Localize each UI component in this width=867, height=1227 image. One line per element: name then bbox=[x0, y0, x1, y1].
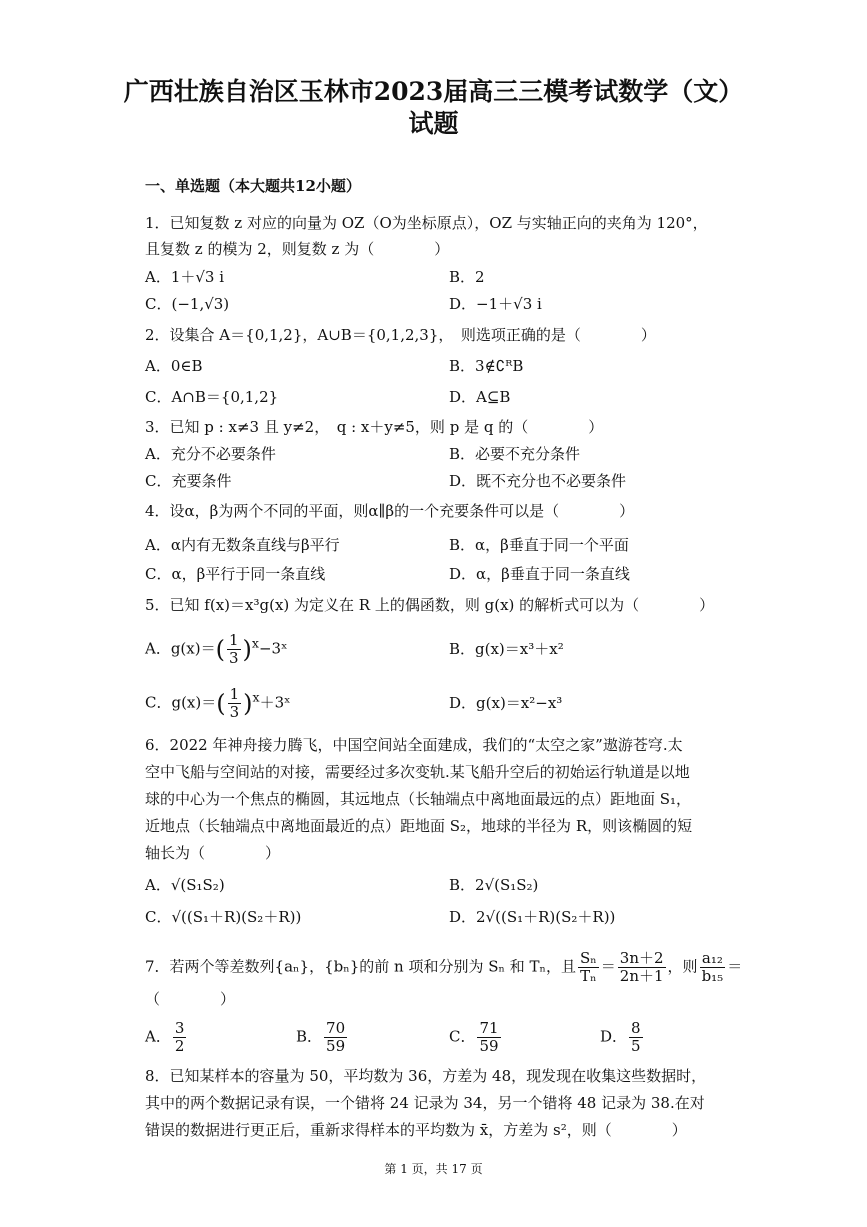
q6-option-a: A．√(S₁S₂) bbox=[145, 876, 225, 894]
q5-a-prefix: A．g(x)＝ bbox=[145, 639, 216, 658]
q5-option-c: C．g(x)＝( $\frac{1}{3}$ )$^x$＋3ˣ bbox=[145, 685, 291, 721]
doc-title-line2: 试题 bbox=[408, 109, 459, 138]
q5-a-fraction: $\frac{1}{3}$ bbox=[228, 631, 239, 667]
q4-option-d: D．α，β垂直于同一条直线 bbox=[449, 565, 630, 583]
q3-option-d: D．既不充分也不必要条件 bbox=[449, 472, 627, 490]
q4-option-c: C．α，β平行于同一条直线 bbox=[145, 565, 326, 583]
q7-fraction-a-over-b: $\frac{\text{a₁₂}}{\text{b₁₅}}$ bbox=[701, 949, 724, 985]
q2-option-d: D．A⊆B bbox=[449, 388, 511, 406]
q5-c-suffix: ＋3ˣ bbox=[259, 693, 291, 712]
q1-option-b: B．2 bbox=[449, 268, 485, 286]
q6-stem-line2: 空中飞船与空间站的对接，需要经过多次变轨.某飞船升空后的初始运行轨道是以地 bbox=[145, 763, 690, 781]
q3-stem: 3．已知 p : x≠3 且 y≠2， q : x＋y≠5，则 p 是 q 的（ ） bbox=[145, 418, 604, 436]
q5-option-b: B．g(x)＝x³＋x² bbox=[449, 640, 564, 658]
q5-option-d: D．g(x)＝x²−x³ bbox=[449, 694, 563, 712]
q3-option-c: C．充要条件 bbox=[145, 472, 232, 490]
q3-option-a: A．充分不必要条件 bbox=[145, 445, 276, 463]
q2-option-b: B．3∉∁ᴿB bbox=[449, 357, 524, 375]
q7-fraction-s-over-t: $\frac{\text{Sₙ}}{\text{Tₙ}}$ bbox=[580, 949, 597, 985]
q1-option-c: C．(−1,√3) bbox=[145, 295, 230, 313]
q4-option-a: A．α内有无数条直线与β平行 bbox=[145, 536, 340, 554]
q7-stem-line2: （ ） bbox=[145, 990, 236, 1008]
q8-stem-line2: 其中的两个数据记录有误，一个错将 24 记录为 34，另一个错将 48 记录为 38.在对 bbox=[145, 1094, 705, 1112]
q6-stem-line1: 6．2022 年神舟接力腾飞，中国空间站全面建成，我们的“太空之家”遨游苍穹.太 bbox=[145, 736, 683, 754]
q7-option-b: B． $\frac{70}{59}$ bbox=[296, 1019, 346, 1055]
q7-option-c: C． $\frac{71}{59}$ bbox=[449, 1019, 499, 1055]
q4-stem: 4．设α，β为两个不同的平面，则α∥β的一个充要条件可以是（ ） bbox=[145, 502, 635, 520]
q5-a-suffix: −3ˣ bbox=[258, 639, 288, 658]
q4-option-b: B．α，β垂直于同一个平面 bbox=[449, 536, 629, 554]
q6-stem-line5: 轴长为（ ） bbox=[145, 844, 281, 862]
q5-c-fraction: $\frac{1}{3}$ bbox=[229, 685, 240, 721]
q7-option-a: A． $\frac{3}{2}$ bbox=[145, 1019, 185, 1055]
q6-stem-line3: 球的中心为一个焦点的椭圆，其远地点（长轴端点中离地面最远的点）距地面 S₁， bbox=[145, 790, 692, 808]
q7-stem-line1: 7．若两个等差数列{aₙ}，{bₙ}的前 n 项和分别为 Sₙ 和 Tₙ，且 $\frac{\text{Sₙ}}{\text{Tₙ}}$ ＝ $\frac{3n+2}{2n+1}$ ，则 $\frac{\text{a₁₂}}{\text{b₁₅}}$ ＝ bbox=[145, 949, 743, 985]
q5-stem: 5．已知 f(x)＝x³g(x) 为定义在 R 上的偶函数，则 g(x) 的解析式可以为（ ） bbox=[145, 596, 715, 614]
q5-option-a: A．g(x)＝( $\frac{1}{3}$ )$^x$−3ˣ bbox=[145, 631, 288, 667]
q5-c-prefix: C．g(x)＝ bbox=[145, 693, 217, 712]
q6-stem-line4: 近地点（长轴端点中离地面最近的点）距地面 S₂，地球的半径为 R，则该椭圆的短 bbox=[145, 817, 693, 835]
q3-option-b: B．必要不充分条件 bbox=[449, 445, 581, 463]
q1-option-a: A．1＋√3 i bbox=[145, 268, 225, 286]
q1-option-d: D．−1＋√3 i bbox=[449, 295, 542, 313]
q8-stem-line3: 错误的数据进行更正后，重新求得样本的平均数为 x̄，方差为 s²，则（ ） bbox=[145, 1121, 687, 1139]
q2-option-c: C．A∩B＝{0,1,2} bbox=[145, 388, 279, 406]
q8-stem-line1: 8．已知某样本的容量为 50，平均数为 36，方差为 48，现发现在收集这些数据时， bbox=[145, 1067, 707, 1085]
q2-stem: 2．设集合 A＝{0,1,2}，A∪B＝{0,1,2,3}， 则选项正确的是（ ） bbox=[145, 326, 656, 344]
q6-option-c: C．√((S₁＋R)(S₂＋R)) bbox=[145, 908, 302, 926]
q2-option-a: A．0∈B bbox=[145, 357, 203, 375]
q7-option-d: D． $\frac{8}{5}$ bbox=[600, 1019, 641, 1055]
section-heading: 一、单选题（本大题共12小题） bbox=[145, 177, 361, 195]
doc-title-line1: 广西壮族自治区玉林市2023届高三三模考试数学（文） bbox=[123, 77, 744, 106]
q6-option-d: D．2√((S₁＋R)(S₂＋R)) bbox=[449, 908, 616, 926]
q6-option-b: B．2√(S₁S₂) bbox=[449, 876, 539, 894]
page-footer: 第 1 页，共 17 页 bbox=[384, 1162, 483, 1176]
q1-stem-line2: 且复数 z 的模为 2，则复数 z 为（ ） bbox=[145, 240, 450, 258]
q1-stem-line1: 1．已知复数 z 对应的向量为 OZ（O为坐标原点），OZ 与实轴正向的夹角为 120°， bbox=[145, 214, 708, 232]
q7-fraction-ratio: $\frac{3n+2}{2n+1}$ bbox=[619, 949, 664, 985]
